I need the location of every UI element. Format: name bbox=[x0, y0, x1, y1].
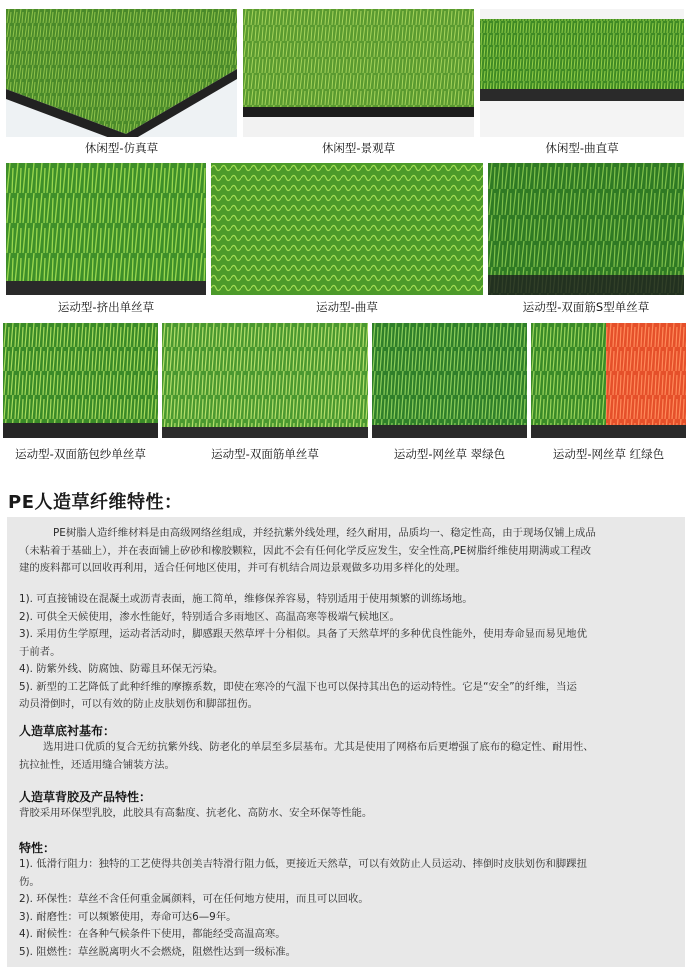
intro-line: 建的废料都可以回收再利用，适合任何地区使用，并可有机结合周边景观做多功用多样化的处理。 bbox=[19, 562, 466, 574]
feature-line: 4). 防紫外线、防腐蚀、防霉且环保无污染。 bbox=[19, 663, 224, 675]
feature-line: 2). 可供全天候使用，渗水性能好，特别适合多雨地区、高温高寒等极端气候地区。 bbox=[19, 610, 400, 623]
caption-r2-1: 运动型-挤出单丝草 bbox=[57, 300, 155, 314]
section-title: PE人造草纤维特性： bbox=[8, 492, 183, 513]
photo-sport-mesh-emerald bbox=[372, 323, 527, 438]
intro-paragraph bbox=[19, 525, 671, 578]
caption-r3-3: 运动型-网丝草 翠绿色 bbox=[393, 447, 506, 461]
backing-line: 背胶采用环保型乳胶，此胶具有高黏度、抗老化、高防水、安全环保等性能。 bbox=[19, 807, 373, 819]
feature-line: 于前者。 bbox=[19, 645, 61, 658]
caption-r3-1: 运动型-双面筋包纱单丝草 bbox=[15, 447, 146, 461]
caption-r3-4: 运动型-网丝草 红绿色 bbox=[552, 447, 665, 461]
photo-sport-double-rib-monofilament bbox=[162, 323, 368, 438]
photo-leisure-curly-straight-grass bbox=[480, 9, 684, 137]
feature-line: 动员滑倒时，可以有效的防止皮肤划伤和脚部扭伤。 bbox=[19, 698, 258, 710]
feature-panel bbox=[7, 517, 685, 967]
caption-r1-2: 休闲型-景观草 bbox=[321, 141, 396, 155]
feature-line: 1). 可直接铺设在混凝土或沥青表面，施工简单，维修保养容易，特别适用于使用频繁的训练场地。 bbox=[19, 593, 473, 605]
trait-line: 伤。 bbox=[19, 875, 40, 888]
trait-line: 3). 耐磨性：可以频繁使用，寿命可达6—9年。 bbox=[19, 910, 237, 923]
trait-line: 2). 环保性：草丝不含任何重金属颜料，可在任何地方使用，而且可以回收。 bbox=[19, 893, 369, 905]
base-line: 选用进口优质的复合无纺抗紫外线、防老化的单层至多层基布。尤其是使用了网格布后更增强了底布的稳定性、耐用性、 bbox=[43, 741, 594, 753]
features-list bbox=[19, 591, 671, 714]
traits-list bbox=[19, 856, 671, 961]
caption-r1-1: 休闲型-仿真草 bbox=[84, 141, 159, 155]
backing-title: 人造草背胶及产品特性： bbox=[19, 790, 152, 804]
intro-line: PE树脂人造纤维材料是由高级网络丝组成，并经抗紫外线处理，经久耐用，品质均一、稳定性高，由于现场仅铺上成品 bbox=[53, 527, 596, 539]
caption-r2-3: 运动型-双面筋S型单丝草 bbox=[522, 300, 650, 314]
photo-leisure-simulation-grass bbox=[6, 9, 237, 137]
caption-r1-3: 休闲型-曲直草 bbox=[545, 141, 619, 155]
photo-leisure-landscape-grass bbox=[243, 9, 474, 137]
feature-line: 3). 采用仿生学原理，运动者活动时，脚感跟天然草坪十分相似。具备了天然草坪的多种优良性能外，使用寿命显而易见地优 bbox=[19, 628, 587, 640]
photo-sport-double-rib-wrapped-monofilament bbox=[3, 323, 158, 438]
trait-line: 5). 阻燃性：草丝脱离明火不会燃烧，阻燃性达到一级标准。 bbox=[19, 945, 297, 958]
base-line: 抗拉扯性，还适用缝合铺装方法。 bbox=[19, 758, 175, 771]
traits-title: 特性： bbox=[19, 841, 56, 855]
base-title: 人造草底衬基布： bbox=[19, 724, 116, 738]
feature-line: 5). 新型的工艺降低了此种纤维的摩擦系数，即使在寒冷的气温下也可以保持其出色的运动特性。它是“安全”的纤维，当运 bbox=[19, 680, 577, 693]
photo-sport-extruded-monofilament bbox=[6, 163, 206, 295]
intro-line: （未粘着于基础上），并在表面铺上矽砂和橡胶颗粒，因此不会有任何化学反应发生，安全性高,PE树脂纤维使用期满或工程改 bbox=[19, 544, 592, 557]
caption-r2-2: 运动型-曲草 bbox=[316, 300, 378, 314]
trait-line: 4). 耐候性：在各种气候条件下使用，都能经受高温高寒。 bbox=[19, 928, 286, 940]
photo-sport-mesh-red-green bbox=[531, 323, 686, 438]
photo-sport-double-rib-s-monofilament bbox=[488, 163, 684, 295]
base-paragraph bbox=[19, 739, 671, 774]
photo-sport-curly-grass bbox=[211, 163, 483, 295]
trait-line: 1). 低滑行阻力：独特的工艺使得共创美吉特滑行阻力低，更接近天然草，可以有效防止人员运动、摔倒时皮肤划伤和脚踝扭 bbox=[19, 858, 587, 870]
caption-r3-2: 运动型-双面筋单丝草 bbox=[211, 447, 319, 461]
